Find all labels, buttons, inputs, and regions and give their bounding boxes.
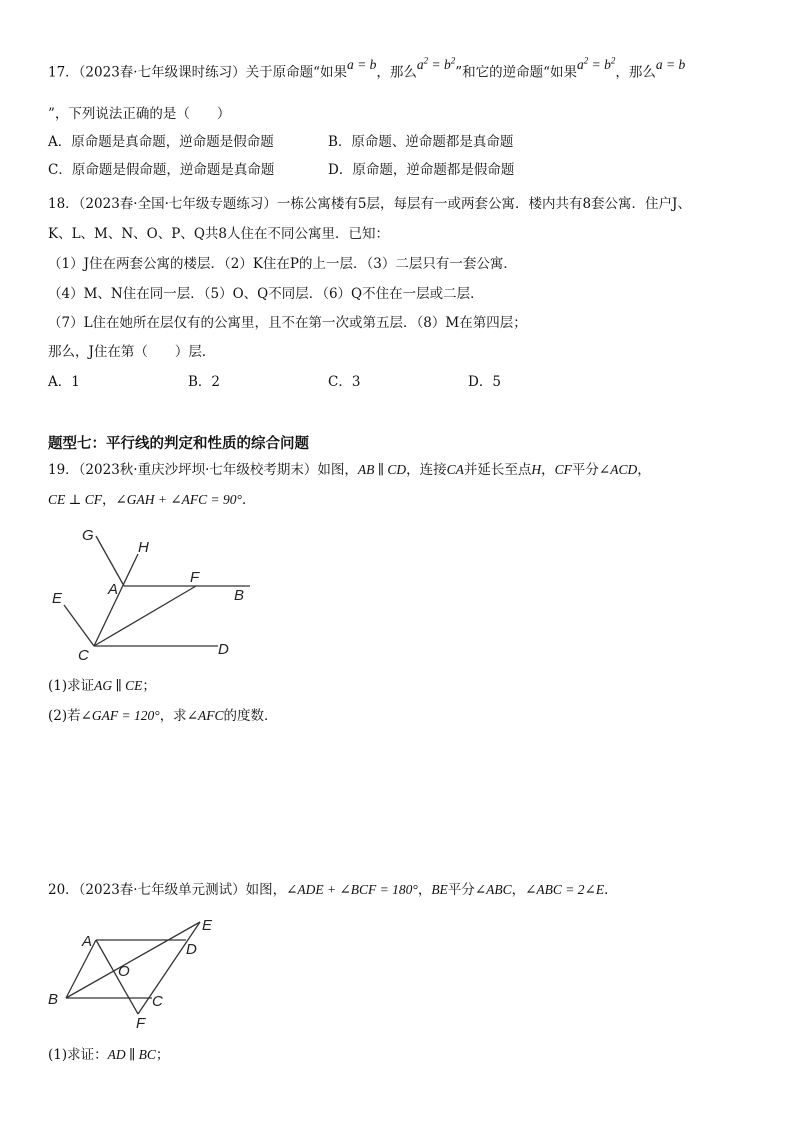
fig20-label-a: A [82,933,93,950]
q20-math-4: ∠ABC = 2∠E [525,882,605,897]
q17-math-1: a = b [346,56,377,72]
fig19-line-ch [94,554,138,646]
fig19-label-g: G [82,527,94,544]
q19-line2 [48,490,760,510]
fig19-label-e: E [52,590,63,607]
q19-mid2: 并延长至点 [463,462,532,478]
q19-part2 [48,706,760,726]
q18-line4: （4）M、N住在同一层．（5）O、Q不同层．（6）Q不住在一层或二层． [48,286,484,302]
fig19-line-ag [96,536,124,586]
q19-math-5: ∠ACD [598,462,638,477]
q17-prefix: 17．（2023春·七年级课时练习）关于原命题“如果 [48,64,347,81]
q20-prefix: 20．（2023春·七年级单元测试）如图， [48,882,287,898]
q19-part2-math-2: ∠AFC [186,708,224,723]
q19-line2-math-2: ∠GAH + ∠AFC = 90° [115,492,242,507]
q19-part1-end: ； [142,678,156,694]
q19-line2-end: ． [241,492,256,508]
fig20-label-c: C [152,993,163,1010]
q18-option-c: C．3 [328,374,361,390]
q20-mid2: 平分 [447,882,475,898]
q17-math-3 [577,57,615,72]
q18-option-b: B．2 [188,374,221,390]
fig19-label-d: D [218,641,229,658]
fig19-label-b: B [234,587,245,604]
q19-part2-end: 的度数． [223,708,278,724]
q17-line1 [48,55,760,83]
q19-part1-math: AG ∥ CE [94,678,143,693]
q19-part2-mid: ，求 [159,708,187,724]
q19-part2-text: (2)若 [48,708,81,724]
q17-mid3: ，那么 [615,64,656,81]
q18-option-d: D．5 [468,374,501,390]
q20-end: ． [604,882,618,898]
q19-part2-math: ∠GAF = 120° [80,708,160,723]
fig19-label-f: F [190,569,200,586]
q17-m2c: = b [428,56,451,72]
q20-line1 [48,880,760,900]
q17-option-d: D．原命题，逆命题都是假命题 [328,162,515,178]
q19-part1-text: (1)求证 [48,678,95,694]
fig20-line-ef [138,922,200,1014]
q20-part1-math: AD ∥ BC [107,1047,156,1062]
q19-math-3: H [531,462,542,477]
q17-m2b: 2 [423,55,429,65]
q20-mid3: ， [511,882,526,898]
q18-line1: 18．（2023春·全国·七年级专题练习）一栋公寓楼有5层，每层有一或两套公寓．楼内共有8套公寓．住户J、 [48,196,691,212]
q19-line1 [48,460,760,480]
fig19-line-ce [64,605,94,646]
fig20-label-b: B [48,991,59,1008]
fig20-label-e: E [202,917,213,934]
q20-mid1: ， [417,882,432,898]
q19-math-2: CA [446,462,464,477]
q19-line2-mid: ， [101,492,116,508]
q19-mid1: ，连接 [406,462,447,478]
q20-part1-end: ； [155,1047,170,1063]
q18-line3: （1）J住在两套公寓的楼层．（2）K住在P的上一层．（3）二层只有一套公寓． [48,256,517,272]
q20-part1-text: (1)求证： [48,1047,108,1063]
q19-figure [40,518,260,668]
q18-line6: 那么，J住在第（ ）层． [48,344,216,360]
q20-figure [40,910,240,1035]
q17-mid2: ”和它的逆命题“如果 [455,64,578,81]
q19-math-1: AB ∥ CD [357,462,407,477]
q17-m3b: 2 [583,55,589,65]
q19-mid4: 平分 [571,462,599,478]
fig19-label-c: C [78,647,89,664]
q17-math-4: a = b [655,56,686,72]
fig20-label-f: F [136,1015,146,1032]
q20-math-2: BE [431,882,448,897]
q20-math-3: ∠ABC [474,882,512,897]
q17-math-2 [417,57,455,72]
q19-mid5: ， [637,462,651,478]
q18-line2: K、L、M、N、O、P、Q共8人住在不同公寓里．已知： [48,226,389,242]
q17-m2a: a [416,56,424,72]
q20-part1 [48,1045,760,1065]
q18-option-a: A．1 [48,374,80,390]
fig20-label-d: D [186,941,197,958]
q17-m3d: 2 [610,55,616,65]
q17-option-a: A．原命题是真命题，逆命题是假命题 [48,134,274,150]
q17-m2d: 2 [450,55,456,65]
q18-line5: （7）L住在她所在层仅有的公寓里，且不在第一次或第五层．（8）M在第四层； [48,315,527,331]
fig19-label-h: H [138,539,149,556]
section-heading: 题型七：平行线的判定和性质的综合问题 [48,436,309,452]
q19-mid3: ， [541,462,555,478]
fig19-label-a: A [108,581,119,598]
q17-option-c: C．原命题是假命题，逆命题是真命题 [48,162,275,178]
q17-line2: ”，下列说法正确的是（ ） [48,106,231,122]
q17-mid1: ，那么 [376,64,417,81]
fig20-label-o: O [118,963,130,980]
q19-math-4: CF [554,462,572,477]
q17-option-b: B．原命题、逆命题都是真命题 [328,134,514,150]
q19-prefix: 19．（2023秋·重庆沙坪坝·七年级校考期末）如图， [48,462,358,478]
q20-math-1: ∠ADE + ∠BCF = 180° [286,882,418,897]
q19-part1 [48,676,760,696]
q19-line2-math-1: CE ⊥ CF [48,492,102,507]
q17-m3a: a [577,56,584,72]
q17-m3c: = b [588,56,611,72]
